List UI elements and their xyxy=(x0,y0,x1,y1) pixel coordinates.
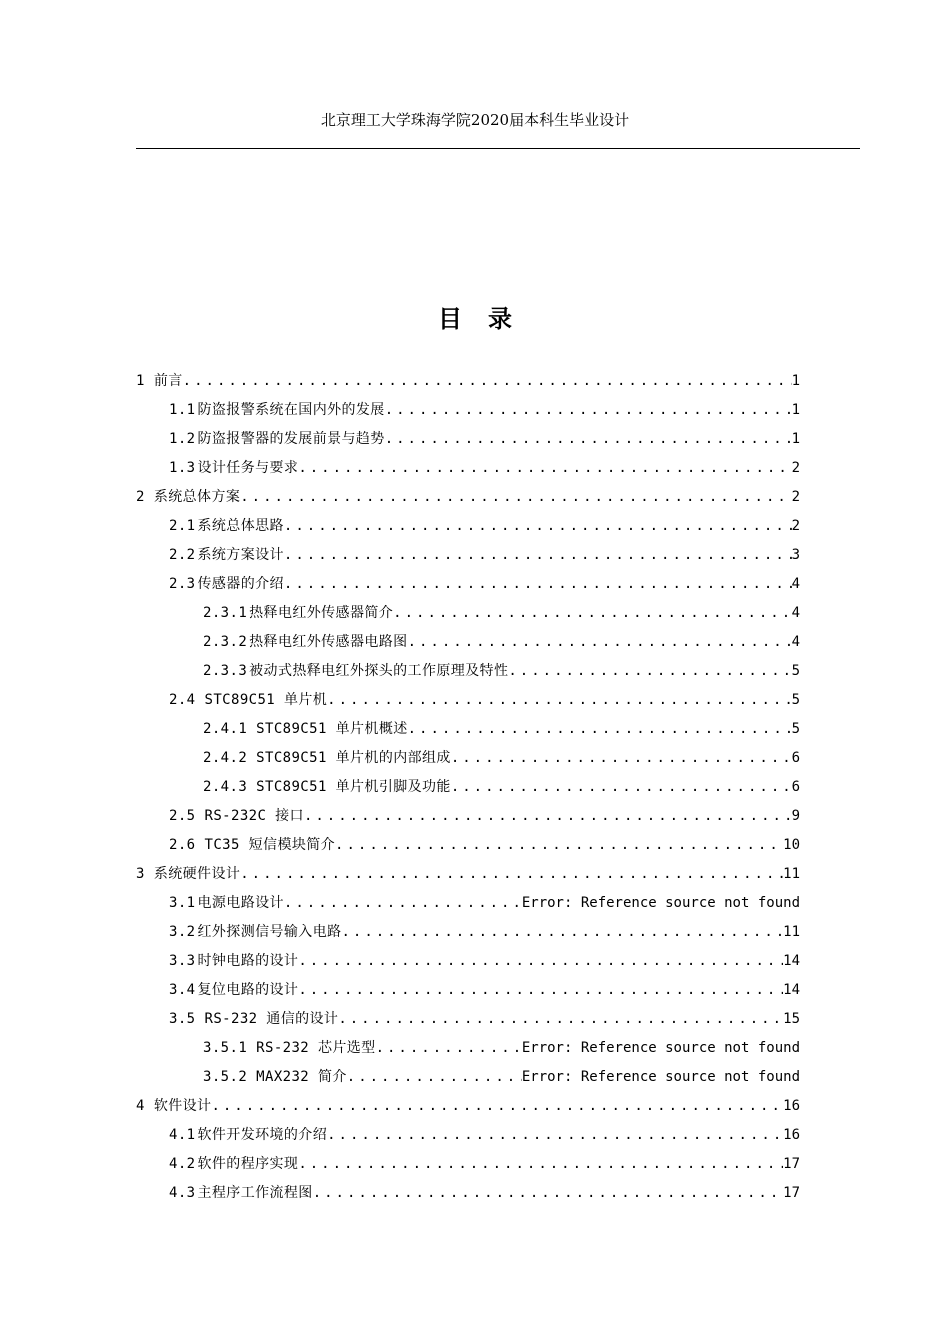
toc-dot-leader xyxy=(327,1121,783,1150)
toc-entry-text xyxy=(136,483,240,512)
toc-dot-leader xyxy=(298,454,791,483)
toc-entry-label: STC89C51 单片机引脚及功能 xyxy=(256,779,451,795)
toc-entry[interactable] xyxy=(136,628,800,657)
toc-page-number: 10 xyxy=(783,837,800,853)
toc-entry-number: 2 xyxy=(136,489,145,505)
toc-page-number: 17 xyxy=(783,1156,800,1172)
toc-entry-text xyxy=(136,1092,211,1121)
toc-page-number: 1 xyxy=(791,373,800,389)
toc-entry-text xyxy=(203,1063,347,1092)
toc-page-number: 1 xyxy=(791,402,800,418)
toc-entry[interactable] xyxy=(136,1179,800,1208)
toc-entry-label: 时钟电路的设计 xyxy=(197,953,299,969)
toc-entry-label: STC89C51 单片机 xyxy=(204,692,328,708)
toc-entry[interactable] xyxy=(136,425,800,454)
toc-entry-text xyxy=(203,657,508,686)
toc-entry-label: 红外探测信号输入电路 xyxy=(197,924,342,940)
toc-page-number: 15 xyxy=(783,1011,800,1027)
table-of-contents xyxy=(136,367,800,1208)
toc-entry-number: 1 xyxy=(136,373,145,389)
toc-entry-label: 复位电路的设计 xyxy=(197,982,299,998)
toc-entry-text xyxy=(169,947,298,976)
toc-entry-label: 热释电红外传感器简介 xyxy=(249,605,394,621)
toc-entry-label: 防盗报警器的发展前景与趋势 xyxy=(197,431,385,447)
toc-entry-label: STC89C51 单片机概述 xyxy=(256,721,408,737)
toc-page-number: 2 xyxy=(791,489,800,505)
toc-page-number: 4 xyxy=(791,634,800,650)
toc-entry-number: 1.1 xyxy=(169,402,196,418)
toc-entry[interactable] xyxy=(136,860,800,889)
toc-entry[interactable] xyxy=(136,1092,800,1121)
toc-entry-number: 2.5 xyxy=(169,808,196,824)
toc-dot-leader xyxy=(304,802,792,831)
toc-entry-text xyxy=(169,570,284,599)
toc-entry[interactable] xyxy=(136,947,800,976)
toc-entry-label: 防盗报警系统在国内外的发展 xyxy=(197,402,385,418)
toc-page-number: 14 xyxy=(783,953,800,969)
toc-entry[interactable] xyxy=(136,802,800,831)
toc-dot-leader xyxy=(284,889,522,918)
toc-entry[interactable] xyxy=(136,454,800,483)
toc-entry[interactable] xyxy=(136,367,800,396)
toc-entry-label: STC89C51 单片机的内部组成 xyxy=(256,750,451,766)
toc-page-number: 4 xyxy=(791,576,800,592)
toc-entry-number: 3.5 xyxy=(169,1011,196,1027)
toc-entry-label: TC35 短信模块简介 xyxy=(204,837,336,853)
toc-page-number: 11 xyxy=(783,924,800,940)
toc-entry-text xyxy=(136,367,183,396)
toc-dot-leader xyxy=(298,1150,783,1179)
toc-entry[interactable] xyxy=(136,541,800,570)
toc-dot-leader xyxy=(183,367,792,396)
toc-entry-number: 2.6 xyxy=(169,837,196,853)
toc-dot-leader xyxy=(313,1179,783,1208)
toc-entry[interactable] xyxy=(136,483,800,512)
toc-entry-number: 2.4.3 xyxy=(203,779,248,795)
toc-entry-number: 1.3 xyxy=(169,460,196,476)
toc-page-number: 6 xyxy=(791,779,800,795)
toc-entry-number: 4 xyxy=(136,1098,145,1114)
toc-entry-text xyxy=(169,541,284,570)
toc-page-number: 5 xyxy=(791,692,800,708)
toc-entry-label: 传感器的介绍 xyxy=(197,576,284,592)
toc-title: 目录 xyxy=(438,305,538,333)
toc-entry-number: 3.4 xyxy=(169,982,196,998)
toc-entry-number: 3.1 xyxy=(169,895,196,911)
toc-entry-text xyxy=(169,1121,327,1150)
toc-page-number: 5 xyxy=(791,721,800,737)
toc-entry[interactable] xyxy=(136,773,800,802)
toc-entry-label: 系统总体方案 xyxy=(153,489,241,505)
toc-entry-label: 系统总体思路 xyxy=(197,518,284,534)
toc-entry-text xyxy=(169,918,342,947)
toc-page-number: 4 xyxy=(791,605,800,621)
toc-entry-text xyxy=(203,1034,376,1063)
toc-page-number: Error: Reference source not found xyxy=(521,895,800,911)
toc-entry[interactable] xyxy=(136,918,800,947)
toc-entry[interactable] xyxy=(136,831,800,860)
toc-page-number: 9 xyxy=(791,808,800,824)
toc-dot-leader xyxy=(385,396,792,425)
toc-page-number: 16 xyxy=(783,1127,800,1143)
toc-dot-leader xyxy=(298,976,783,1005)
toc-dot-leader xyxy=(508,657,791,686)
toc-dot-leader xyxy=(342,918,784,947)
toc-dot-leader xyxy=(327,686,791,715)
toc-dot-leader xyxy=(393,599,791,628)
toc-entry[interactable] xyxy=(136,976,800,1005)
toc-entry-text xyxy=(169,1150,298,1179)
toc-entry[interactable] xyxy=(136,889,800,918)
toc-entry-number: 3.3 xyxy=(169,953,196,969)
toc-entry-label: 主程序工作流程图 xyxy=(197,1185,313,1201)
toc-page-number: 6 xyxy=(791,750,800,766)
toc-page-number: 11 xyxy=(783,866,800,882)
toc-page-number: 3 xyxy=(791,547,800,563)
toc-entry-text xyxy=(169,686,327,715)
page-header: 北京理工大学珠海学院2020届本科生毕业设计 xyxy=(320,111,630,129)
toc-entry-number: 1.2 xyxy=(169,431,196,447)
toc-entry[interactable] xyxy=(136,1034,800,1063)
toc-dot-leader xyxy=(211,1092,783,1121)
toc-entry[interactable] xyxy=(136,396,800,425)
toc-entry-text xyxy=(203,599,393,628)
toc-entry[interactable] xyxy=(136,715,800,744)
toc-entry-number: 2.3.2 xyxy=(203,634,248,650)
toc-entry-text xyxy=(169,889,284,918)
toc-entry[interactable] xyxy=(136,570,800,599)
toc-entry-number: 2.4 xyxy=(169,692,196,708)
toc-entry-text xyxy=(169,512,284,541)
toc-entry-number: 4.2 xyxy=(169,1156,196,1172)
toc-entry[interactable] xyxy=(136,1150,800,1179)
toc-dot-leader xyxy=(451,773,792,802)
toc-entry-number: 2.1 xyxy=(169,518,196,534)
toc-entry-number: 2.3.3 xyxy=(203,663,248,679)
toc-dot-leader xyxy=(338,1005,783,1034)
toc-page-number: 2 xyxy=(791,518,800,534)
toc-entry-label: RS-232C 接口 xyxy=(204,808,304,824)
toc-entry-label: RS-232 通信的设计 xyxy=(204,1011,339,1027)
toc-page-number: 2 xyxy=(791,460,800,476)
toc-entry-number: 2.4.1 xyxy=(203,721,248,737)
toc-entry-text xyxy=(169,976,298,1005)
toc-entry-number: 2.3 xyxy=(169,576,196,592)
toc-entry-number: 4.1 xyxy=(169,1127,196,1143)
toc-dot-leader xyxy=(298,947,783,976)
toc-dot-leader xyxy=(385,425,792,454)
toc-dot-leader xyxy=(240,483,791,512)
toc-entry-label: 被动式热释电红外探头的工作原理及特性 xyxy=(249,663,509,679)
toc-entry-text xyxy=(169,454,298,483)
toc-entry-label: 系统方案设计 xyxy=(197,547,284,563)
toc-entry-text xyxy=(169,396,385,425)
toc-dot-leader xyxy=(408,715,792,744)
toc-entry[interactable] xyxy=(136,744,800,773)
toc-dot-leader xyxy=(347,1063,522,1092)
toc-page-number: 17 xyxy=(783,1185,800,1201)
toc-entry-text xyxy=(169,831,335,860)
toc-entry-text xyxy=(169,425,385,454)
toc-dot-leader xyxy=(284,570,792,599)
toc-entry-label: 前言 xyxy=(153,373,183,389)
toc-entry-text xyxy=(169,802,304,831)
toc-page-number: Error: Reference source not found xyxy=(521,1040,800,1056)
toc-dot-leader xyxy=(335,831,783,860)
toc-entry-text xyxy=(203,715,408,744)
toc-entry-text xyxy=(169,1179,313,1208)
toc-entry-number: 3.5.2 xyxy=(203,1069,248,1085)
toc-entry-label: RS-232 芯片选型 xyxy=(256,1040,376,1056)
toc-entry-label: 软件的程序实现 xyxy=(197,1156,299,1172)
toc-dot-leader xyxy=(240,860,783,889)
toc-entry-number: 3 xyxy=(136,866,145,882)
toc-entry-label: 系统硬件设计 xyxy=(153,866,241,882)
toc-entry[interactable] xyxy=(136,657,800,686)
header-rule xyxy=(136,148,860,149)
toc-page-number: Error: Reference source not found xyxy=(521,1069,800,1085)
toc-page-number: 14 xyxy=(783,982,800,998)
toc-dot-leader xyxy=(451,744,792,773)
toc-entry[interactable] xyxy=(136,1121,800,1150)
toc-dot-leader xyxy=(408,628,792,657)
toc-entry-text xyxy=(203,744,451,773)
toc-dot-leader xyxy=(284,512,792,541)
toc-entry-number: 2.4.2 xyxy=(203,750,248,766)
toc-entry-number: 3.5.1 xyxy=(203,1040,248,1056)
toc-entry-text xyxy=(203,628,408,657)
toc-entry-label: 软件开发环境的介绍 xyxy=(197,1127,328,1143)
toc-entry-label: 热释电红外传感器电路图 xyxy=(249,634,408,650)
toc-page-number: 5 xyxy=(791,663,800,679)
toc-dot-leader xyxy=(376,1034,522,1063)
toc-entry[interactable] xyxy=(136,599,800,628)
toc-dot-leader xyxy=(284,541,792,570)
toc-page-number: 16 xyxy=(783,1098,800,1114)
toc-entry-number: 2.2 xyxy=(169,547,196,563)
toc-entry-label: 软件设计 xyxy=(153,1098,212,1114)
toc-entry-label: 电源电路设计 xyxy=(197,895,284,911)
toc-entry-text xyxy=(169,1005,338,1034)
toc-entry-text xyxy=(203,773,451,802)
toc-entry[interactable] xyxy=(136,1005,800,1034)
toc-entry-label: 设计任务与要求 xyxy=(197,460,299,476)
toc-entry[interactable] xyxy=(136,512,800,541)
toc-entry[interactable] xyxy=(136,686,800,715)
toc-page-number: 1 xyxy=(791,431,800,447)
toc-entry-label: MAX232 简介 xyxy=(256,1069,347,1085)
toc-entry[interactable] xyxy=(136,1063,800,1092)
toc-entry-number: 3.2 xyxy=(169,924,196,940)
toc-entry-number: 4.3 xyxy=(169,1185,196,1201)
toc-entry-number: 2.3.1 xyxy=(203,605,248,621)
toc-entry-text xyxy=(136,860,240,889)
